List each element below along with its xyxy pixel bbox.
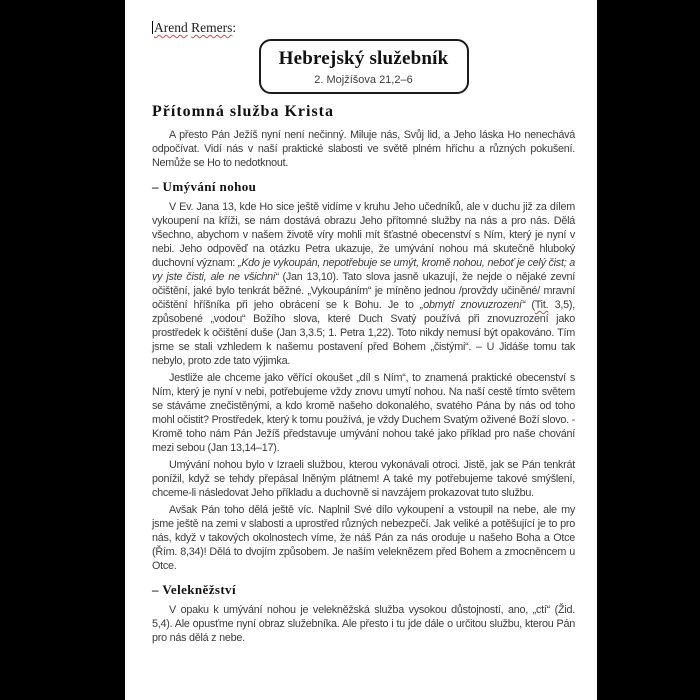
paragraph [152,503,575,573]
misspelled-word: Arend [154,20,188,35]
text-run: Jestliže ale chceme jako věřící okoušet „díl s Ním“, to znamená praktické obecenství s Ním, který je nyní v nebi, potřebujeme vždy znovu umytí nohou. Na naší cestě tímto světem se stáváme znečistěnými, a kdo kromě našeho dokonalého, svatého Pána by nás od toho mohl očistit? Prostředek, který k tomu používá, je vždy Duchem Svatým oživené Boží slovo. - Kromě toho nám Pán Ježíš představuje umývání nohou také jako příklad pro naše chování mezi sebou (Jan 13,14–17). [152,372,575,454]
section-heading: Přítomná služba Krista [152,103,334,120]
text-run: V opaku k umývání nohou je velekněžská služba vysokou důstojností, ano, „ctí“ (Žid. 5,4). Ale opusťme nyní obraz služebníka. Ale přesto i tu jde dále o určitou službu, kterou Pán pro nás dělá z nebe. [152,604,575,644]
paragraph [152,371,575,455]
section-heading: – Velekněžství [152,582,236,597]
document-content [152,103,575,645]
text-run: ( [525,299,535,311]
section-heading: – Umývání nohou [152,179,257,194]
title-box [259,39,469,94]
text-run: (Jan 13,10). Tato slova jasně ukazují, že nejde o nějaké zevní očištění, jaké bylo tenkrát běžné. „Vykoupáním“ je míněno jednou /provždy učiněné/ mravní očištění hříšníka při jeho obrácení se k Bohu. Je to [152,271,575,311]
paragraph [152,200,575,368]
paragraph [152,128,575,170]
italic-quote: „obmytí znovuzrození“ [419,299,526,311]
document-title: Hebrejský služebník [278,48,449,69]
italic-quote: „Kdo je vykoupán, nepotřebuje se umýt, kromě nohou, neboť je celý čist; a vy jste čisti, ale ne všichni“ [152,257,575,283]
text-run: 3,5), způsobené „vodou“ Božího slova, které Duch Svatý používá při znovuzrození jako prostředek k očištění duše (Jan 3,3.5; 1. Petra 1,22). Toto nikdy nemusí být opakováno. Tím jsme se stali vzhledem k našemu postavení před Bohem „čistými“. – U Jidáše tomu tak nebylo, proto zde tato výjimka. [152,299,576,367]
author-line [152,20,575,36]
misspelled-word: Remers [191,20,233,35]
paragraph [152,603,575,645]
document-page[interactable] [125,0,597,700]
text-run: : [232,20,237,35]
text-run: Umývání nohou bylo v Izraeli službou, kterou vykonávali otroci. Jistě, jak se Pán tenkrát ponížil, když se tehdy přepásal lněným plátnem! A také my potřebujeme takové smýšlení, chceme-li následovat Jeho příkladu a duchovně si navzájem prokazovat tuto službu. [152,459,575,499]
text-cursor [152,21,153,34]
text-run: Avšak Pán toho dělá ještě víc. Naplnil Své dílo vykoupení a vstoupil na nebe, ale my jsme ještě na zemi v slabosti a uprostřed různých nebezpečí. Jak veliké a potěšující je to pro nás, když v takových okolnostech víme, že náš Pán za nás oroduje u našeho Boha a Otce (Řím. 8,34)! Dělá to dvojím způsobem. Je naším veleknězem před Bohem a zmocněncem u Otce. [152,504,575,572]
author-text [154,20,236,35]
paragraph [152,458,575,500]
scripture-reference: 2. Mojžíšova 21,2–6 [314,74,413,86]
misspelled-word: Tit. [534,299,549,311]
text-run: A přesto Pán Ježíš nyní není nečinný. Miluje nás, Svůj lid, a Jeho láska Ho nenechává odpočívat. Vidí nás v naší praktické slabosti ve světě plném hříchu a různých pokušení. Nemůže se Ho to nedotknout. [152,129,575,169]
text-run: V Ev. Jana 13, kde Ho sice ještě vidíme v kruhu Jeho učedníků, ale v duchu již za dílem vykoupení na kříži, se nám dostává obrazu Jeho přítomné služby na nás a pro nás. Dělá všechno, abychom v našem životě víry mohli mít šťastné obecenství s Ním, který je nyní v nebi. Jeho odpověď na otázku Petra ukazuje, že umývání nohou má skutečně hluboký duchovní význam: [152,201,575,269]
